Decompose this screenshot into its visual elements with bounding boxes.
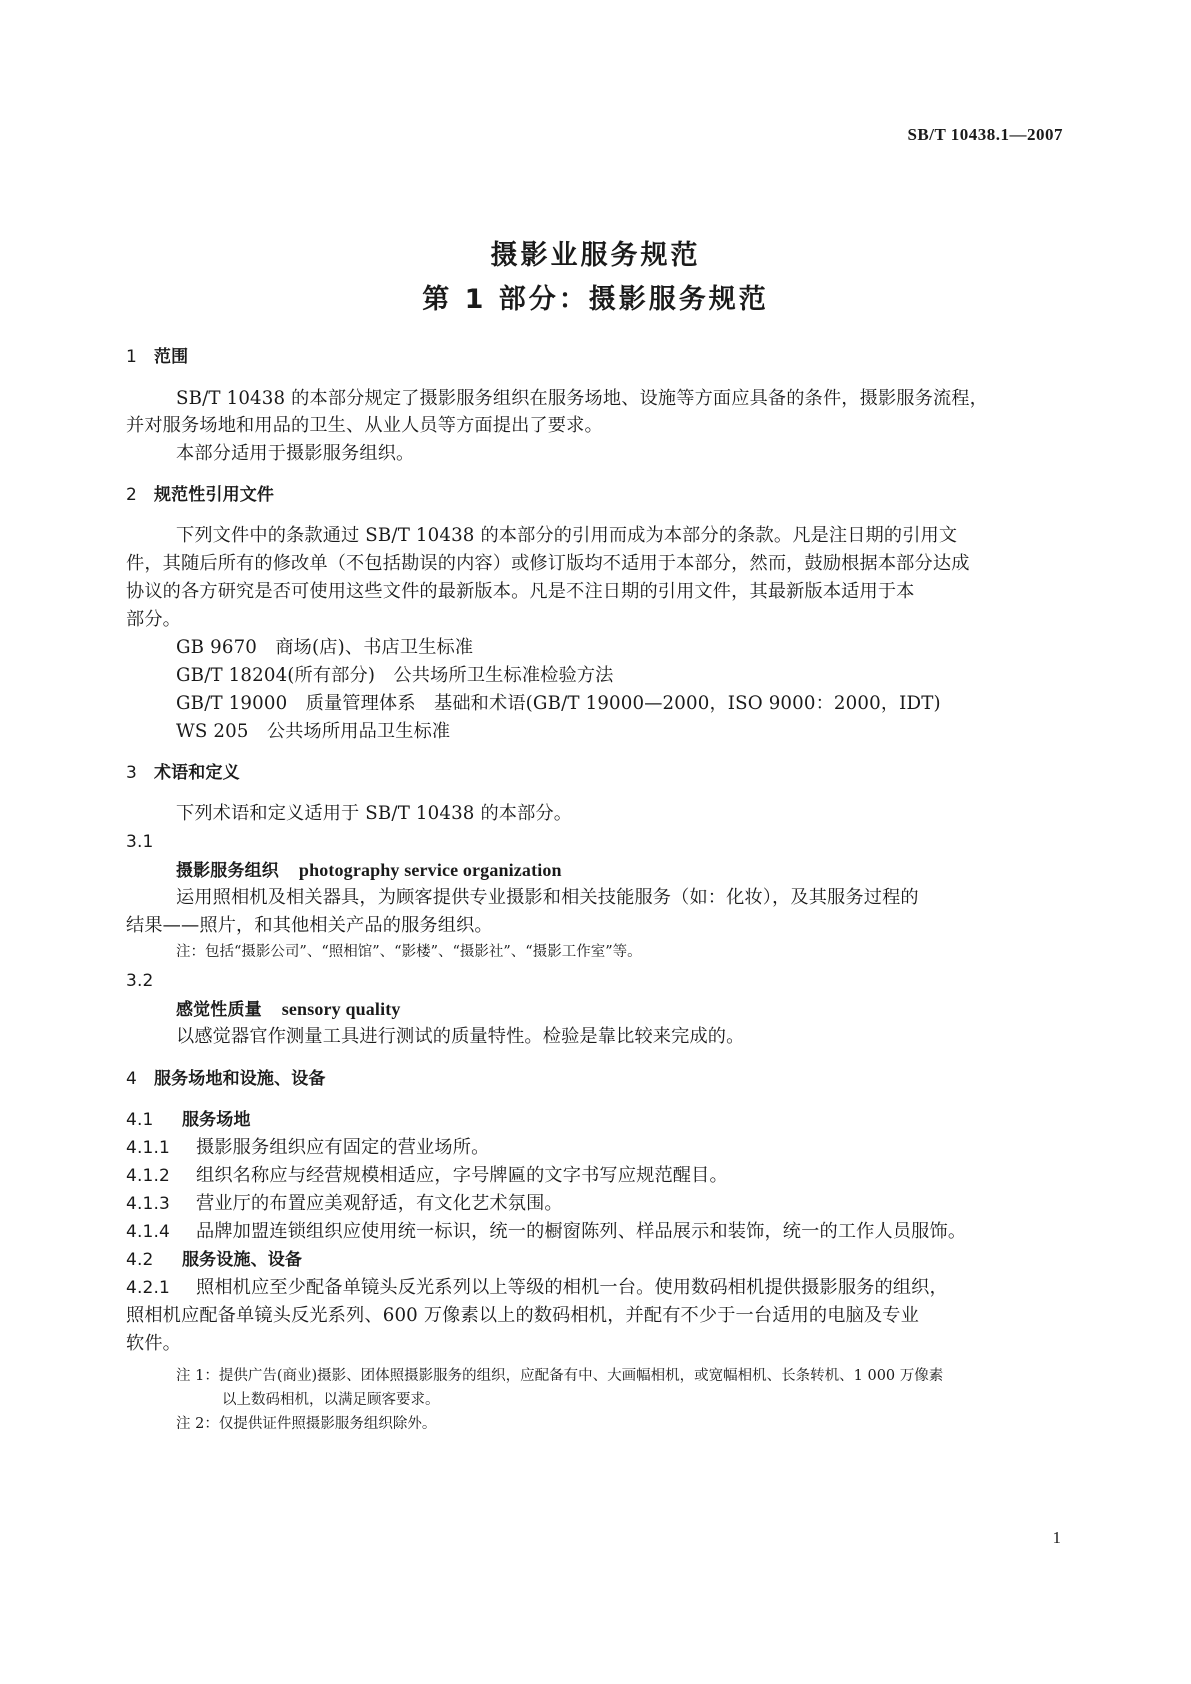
s1-paragraph-1-cont: 并对服务场地和用品的卫生、从业人员等方面提出了要求。	[126, 415, 603, 436]
term-note: 注：包括“摄影公司”、“照相馆”、“影楼”、“摄影社”、“摄影工作室”等。	[176, 944, 642, 960]
clause-4-2-1-cont: 照相机应配备单镜头反光系列、600 万像素以上的数码相机，并配有不少于一台适用的电脑及专业	[126, 1305, 919, 1326]
subsection-4-1-heading: 4.1 服务场地	[126, 1110, 251, 1130]
term-heading: 感觉性质量 sensory quality	[176, 999, 401, 1020]
clause-note-1-cont: 以上数码相机，以满足顾客要求。	[222, 1392, 440, 1408]
document-title: 摄影业服务规范	[490, 240, 701, 271]
clause-4-1-3: 4.1.3 营业厅的布置应美观舒适，有文化艺术氛围。	[126, 1193, 563, 1214]
subsection-4-2-heading: 4.2 服务设施、设备	[126, 1250, 303, 1270]
clause-4-1-2: 4.1.2 组织名称应与经营规模相适应，字号牌匾的文字书写应规范醒目。	[126, 1165, 728, 1186]
term-id: 3.2	[126, 971, 154, 991]
s2-paragraph-line-2: 件，其随后所有的修改单（不包括勘误的内容）或修订版均不适用于本部分，然而，鼓励根据本部分达成	[126, 553, 970, 574]
s2-paragraph-line-3: 协议的各方研究是否可使用这些文件的最新版本。凡是不注日期的引用文件，其最新版本适用于本	[126, 581, 915, 602]
s2-paragraph-line-4: 部分。	[126, 609, 182, 630]
clause-4-2-1: 4.2.1 照相机应至少配备单镜头反光系列以上等级的相机一台。使用数码相机提供摄影服务的组织，	[126, 1277, 948, 1298]
section-1-heading: 1 范围	[126, 347, 189, 367]
term-definition: 以感觉器官作测量工具进行测试的质量特性。检验是靠比较来完成的。	[176, 1026, 745, 1047]
s1-paragraph-2: 本部分适用于摄影服务组织。	[176, 443, 415, 464]
s3-intro: 下列术语和定义适用于 SB/T 10438 的本部分。	[176, 803, 573, 824]
reference-item: GB/T 18204(所有部分) 公共场所卫生标准检验方法	[176, 665, 614, 686]
clause-4-1-1: 4.1.1 摄影服务组织应有固定的营业场所。	[126, 1137, 490, 1158]
term-definition-cont: 结果——照片，和其他相关产品的服务组织。	[126, 915, 493, 936]
document-subtitle: 第 1 部分：摄影服务规范	[422, 284, 769, 315]
section-3-heading: 3 术语和定义	[126, 763, 240, 783]
clause-note-1: 注 1：提供广告(商业)摄影、团体照摄影服务的组织，应配备有中、大画幅相机，或宽幅相机、长条转机、1 000 万像素	[176, 1368, 944, 1384]
s1-paragraph-1: SB/T 10438 的本部分规定了摄影服务组织在服务场地、设施等方面应具备的条件，摄影服务流程，	[176, 388, 988, 409]
standard-code: SB/T 10438.1—2007	[907, 125, 1063, 144]
term-id: 3.1	[126, 832, 154, 852]
section-2-heading: 2 规范性引用文件	[126, 485, 275, 505]
term-definition: 运用照相机及相关器具，为顾客提供专业摄影和相关技能服务（如：化妆），及其服务过程的	[176, 887, 919, 908]
clause-4-1-4: 4.1.4 品牌加盟连锁组织应使用统一标识，统一的橱窗陈列、样品展示和装饰，统一的工作人员服饰。	[126, 1221, 967, 1242]
clause-note-2: 注 2：仅提供证件照摄影服务组织除外。	[176, 1416, 437, 1432]
reference-item: WS 205 公共场所用品卫生标准	[176, 721, 451, 742]
reference-item: GB 9670 商场(店)、书店卫生标准	[176, 637, 474, 658]
s2-paragraph-line-1: 下列文件中的条款通过 SB/T 10438 的本部分的引用而成为本部分的条款。凡是注日期的引用文	[176, 525, 958, 546]
term-heading: 摄影服务组织 photography service organization	[176, 860, 562, 881]
page-number: 1	[1052, 1528, 1061, 1547]
clause-4-2-1-cont: 软件。	[126, 1333, 182, 1354]
section-4-heading: 4 服务场地和设施、设备	[126, 1069, 326, 1089]
reference-item: GB/T 19000 质量管理体系 基础和术语(GB/T 19000—2000，ISO 9000：2000，IDT)	[176, 693, 941, 714]
